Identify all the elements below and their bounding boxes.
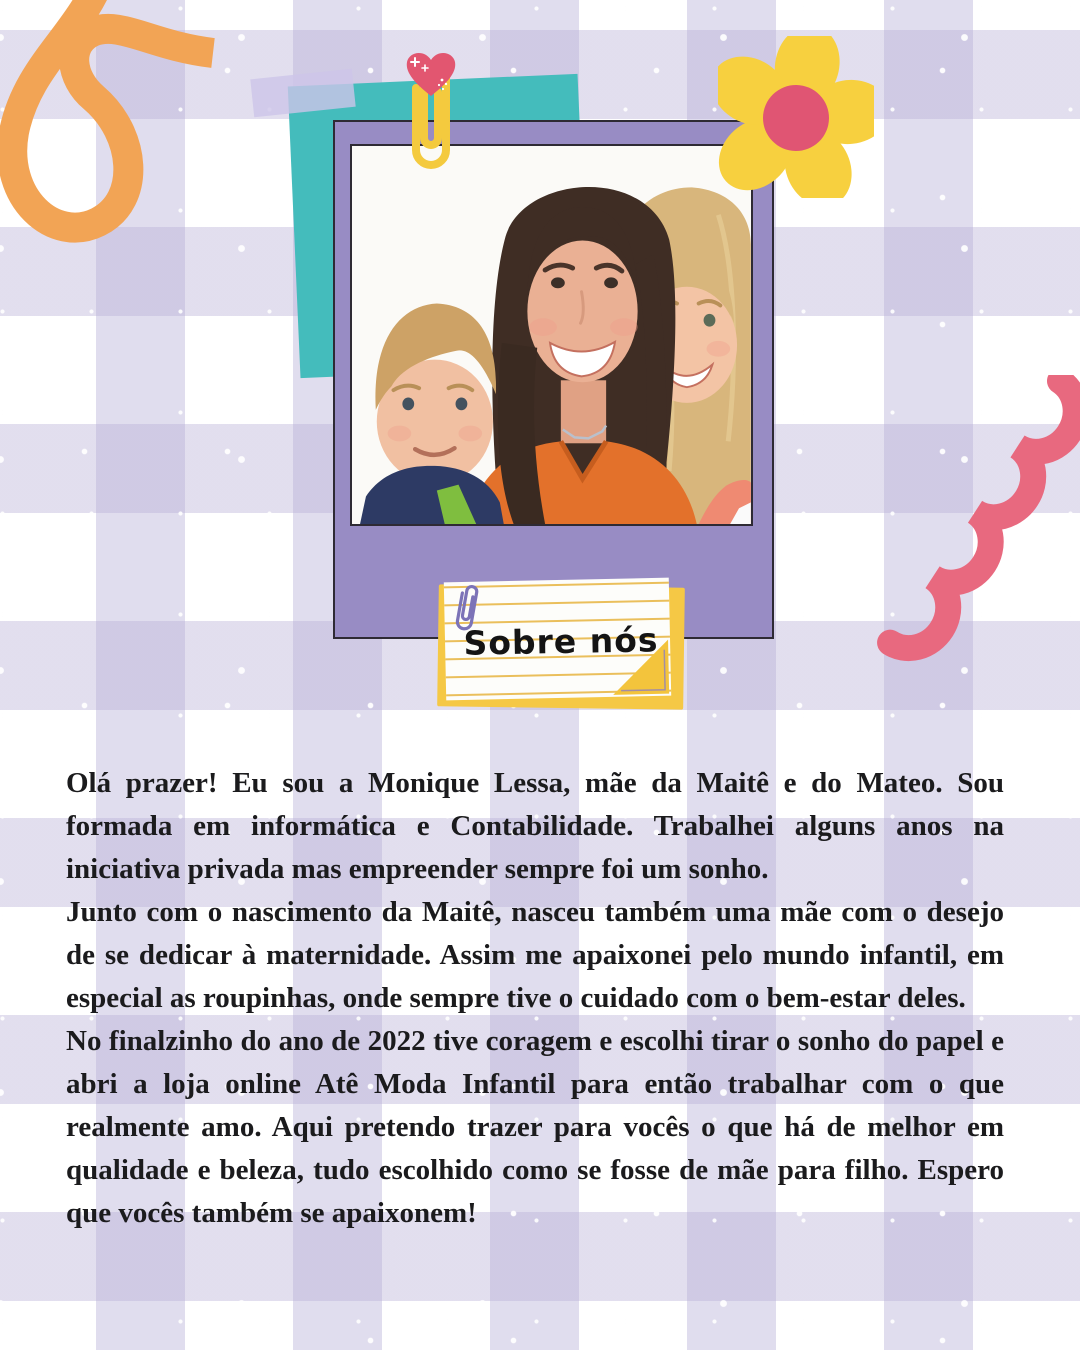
note-title: Sobre nós <box>463 620 659 663</box>
about-note <box>436 578 686 714</box>
orange-scribble-icon <box>0 0 232 282</box>
about-paragraph-1: Olá prazer! Eu sou a Monique Lessa, mãe da Maitê e do Mateo. Sou formada em informática e Contabilidade. Trabalhei alguns anos na iniciativa privada mas empreender sempre foi um sonho. <box>66 767 1004 885</box>
family-photo <box>350 144 753 526</box>
about-paragraph-2: Junto com o nascimento da Maitê, nasceu também uma mãe com o desejo de se dedicar à maternidade. Assim me apaixonei pelo mundo infantil, em especial as roupinhas, onde sempre tive o cuidado com o bem-estar deles. <box>66 896 1004 1014</box>
about-paragraph-3: No finalzinho do ano de 2022 tive coragem e escolhi tirar o sonho do papel e abri a loja online Atê Moda Infantil para então trabalhar com o que realmente amo. Aqui pretendo trazer para vocês o que há de melhor em qualidade e beleza, tudo escolhido como se fosse de mãe para filho. Espero que vocês também se apaixonem! <box>66 1025 1004 1229</box>
family-photo-illustration <box>352 146 751 524</box>
pink-squiggle-icon <box>860 375 1080 670</box>
about-text <box>66 762 1004 1235</box>
washi-tape <box>250 69 355 117</box>
polaroid-frame <box>333 120 774 639</box>
